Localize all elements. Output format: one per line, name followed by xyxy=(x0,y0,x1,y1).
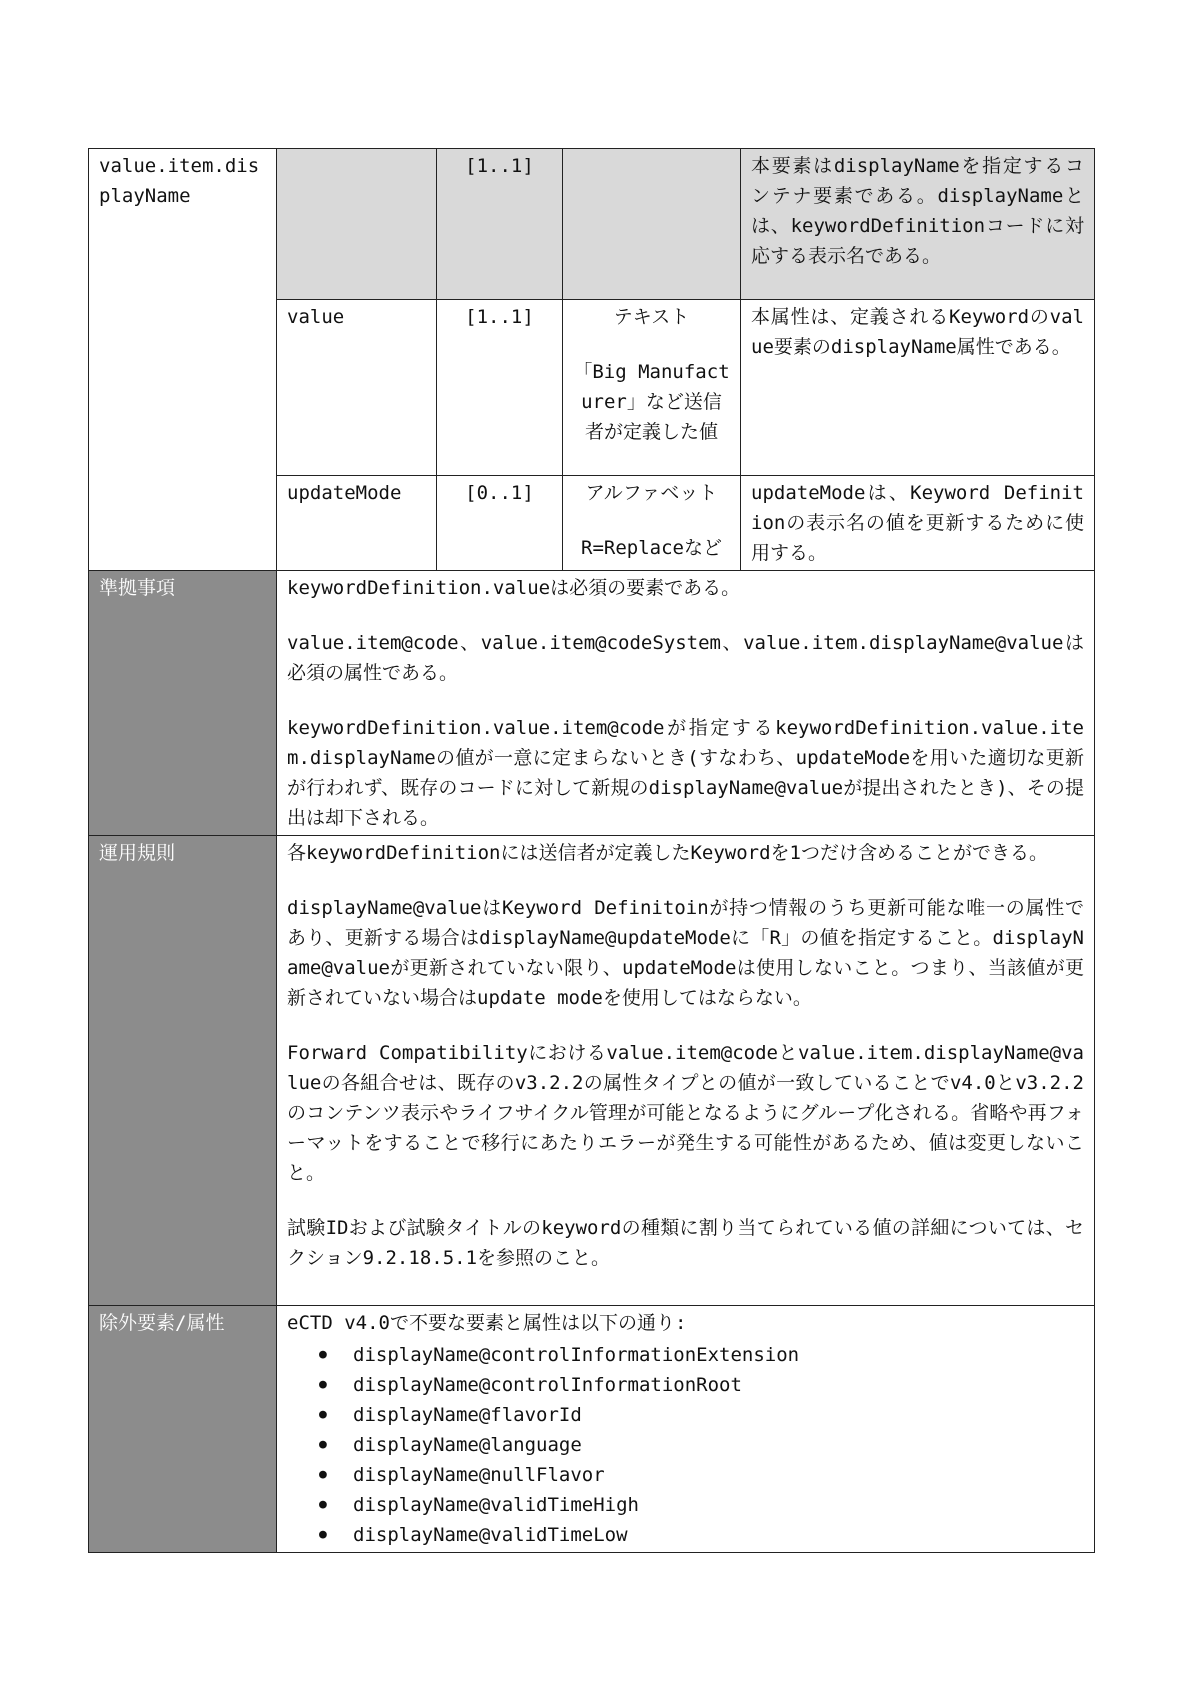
list-item: ● displayName@controlInformationExtension xyxy=(353,1340,1084,1370)
operation-paragraph: 試験IDおよび試験タイトルのkeywordの種類に割り当てられている値の詳細については、セクション9.2.18.5.1を参照のこと。 xyxy=(287,1217,1084,1269)
data-type-example: 「Big Manufacturer」など送信者が定義した値 xyxy=(573,361,730,443)
row-compliance xyxy=(89,571,1095,836)
operation-paragraph: 各keywordDefinitionには送信者が定義したKeywordを1つだけ含めることができる。 xyxy=(287,842,1048,864)
description-cell: 本要素はdisplayNameを指定するコンテナ要素である。displayNameとは、keywordDefinitionコードに対応する表示名である。 xyxy=(741,149,1095,300)
compliance-paragraph: value.item@code、value.item@codeSystem、value.item.displayName@valueは必須の属性である。 xyxy=(287,632,1084,684)
compliance-label: 準拠事項 xyxy=(89,571,277,836)
list-item: ● displayName@nullFlavor xyxy=(353,1460,1084,1490)
attribute-name-cell: value xyxy=(277,300,437,476)
list-item: ● displayName@controlInformationRoot xyxy=(353,1370,1084,1400)
list-item: ● displayName@validTimeLow xyxy=(353,1520,1084,1550)
data-type-cell xyxy=(563,476,741,571)
list-item: ● displayName@flavorId xyxy=(353,1400,1084,1430)
compliance-paragraph: keywordDefinition.value.item@codeが指定するkeywordDefinition.value.item.displayNameの値が一意に定まらないとき(すなわち、updateModeを用いた適切な更新が行われず、既存のコードに対して新規のdisplayName@valueが提出されたとき)、その提出は却下される。 xyxy=(287,717,1084,829)
data-type-label: テキスト xyxy=(613,306,690,328)
description-cell: updateModeは、Keyword Definitionの表示名の値を更新するために使用する。 xyxy=(741,476,1095,571)
excluded-intro: eCTD v4.0で不要な要素と属性は以下の通り: xyxy=(287,1312,687,1334)
row-operation-rules xyxy=(89,836,1095,1306)
spec-table xyxy=(88,148,1095,1553)
cardinality-cell: [1..1] xyxy=(437,300,563,476)
excluded-label: 除外要素/属性 xyxy=(89,1306,277,1553)
compliance-paragraph: keywordDefinition.valueは必須の要素である。 xyxy=(287,577,741,599)
compliance-content xyxy=(277,571,1095,836)
element-name-cell: value.item.displayName xyxy=(89,149,277,571)
attribute-name-cell xyxy=(277,149,437,300)
list-item: ● displayName@language xyxy=(353,1430,1084,1460)
cardinality-cell: [0..1] xyxy=(437,476,563,571)
operation-rules-content xyxy=(277,836,1095,1306)
excluded-content xyxy=(277,1306,1095,1553)
excluded-list xyxy=(287,1340,1084,1550)
operation-paragraph: Forward Compatibilityにおけるvalue.item@codeとvalue.item.displayName@valueの各組合せは、既存のv3.2.2の属性タイプとの値が一致していることでv4.0とv3.2.2のコンテンツ表示やライフサイクル管理が可能となるようにグループ化される。省略や再フォーマットをすることで移行にあたりエラーが発生する可能性があるため、値は変更しないこと。 xyxy=(287,1042,1084,1184)
data-type-cell xyxy=(563,149,741,300)
list-item: ● displayName@validTimeHigh xyxy=(353,1490,1084,1520)
data-type-label: アルファベット xyxy=(585,482,718,504)
operation-paragraph: displayName@valueはKeyword Definitoinが持つ情報のうち更新可能な唯一の属性であり、更新する場合はdisplayName@updateModeに「R」の値を指定すること。displayName@valueが更新されていない限り、updateModeは使用しないこと。つまり、当該値が更新されていない場合はupdate modeを使用してはならない。 xyxy=(287,897,1084,1009)
data-type-cell xyxy=(563,300,741,476)
description-cell: 本属性は、定義されるKeywordのvalue要素のdisplayName属性である。 xyxy=(741,300,1095,476)
cardinality-cell: [1..1] xyxy=(437,149,563,300)
row-excluded xyxy=(89,1306,1095,1553)
row-displayname xyxy=(89,149,1095,300)
data-type-example: R=Replaceなど xyxy=(581,537,722,559)
operation-rules-label: 運用規則 xyxy=(89,836,277,1306)
attribute-name-cell: updateMode xyxy=(277,476,437,571)
